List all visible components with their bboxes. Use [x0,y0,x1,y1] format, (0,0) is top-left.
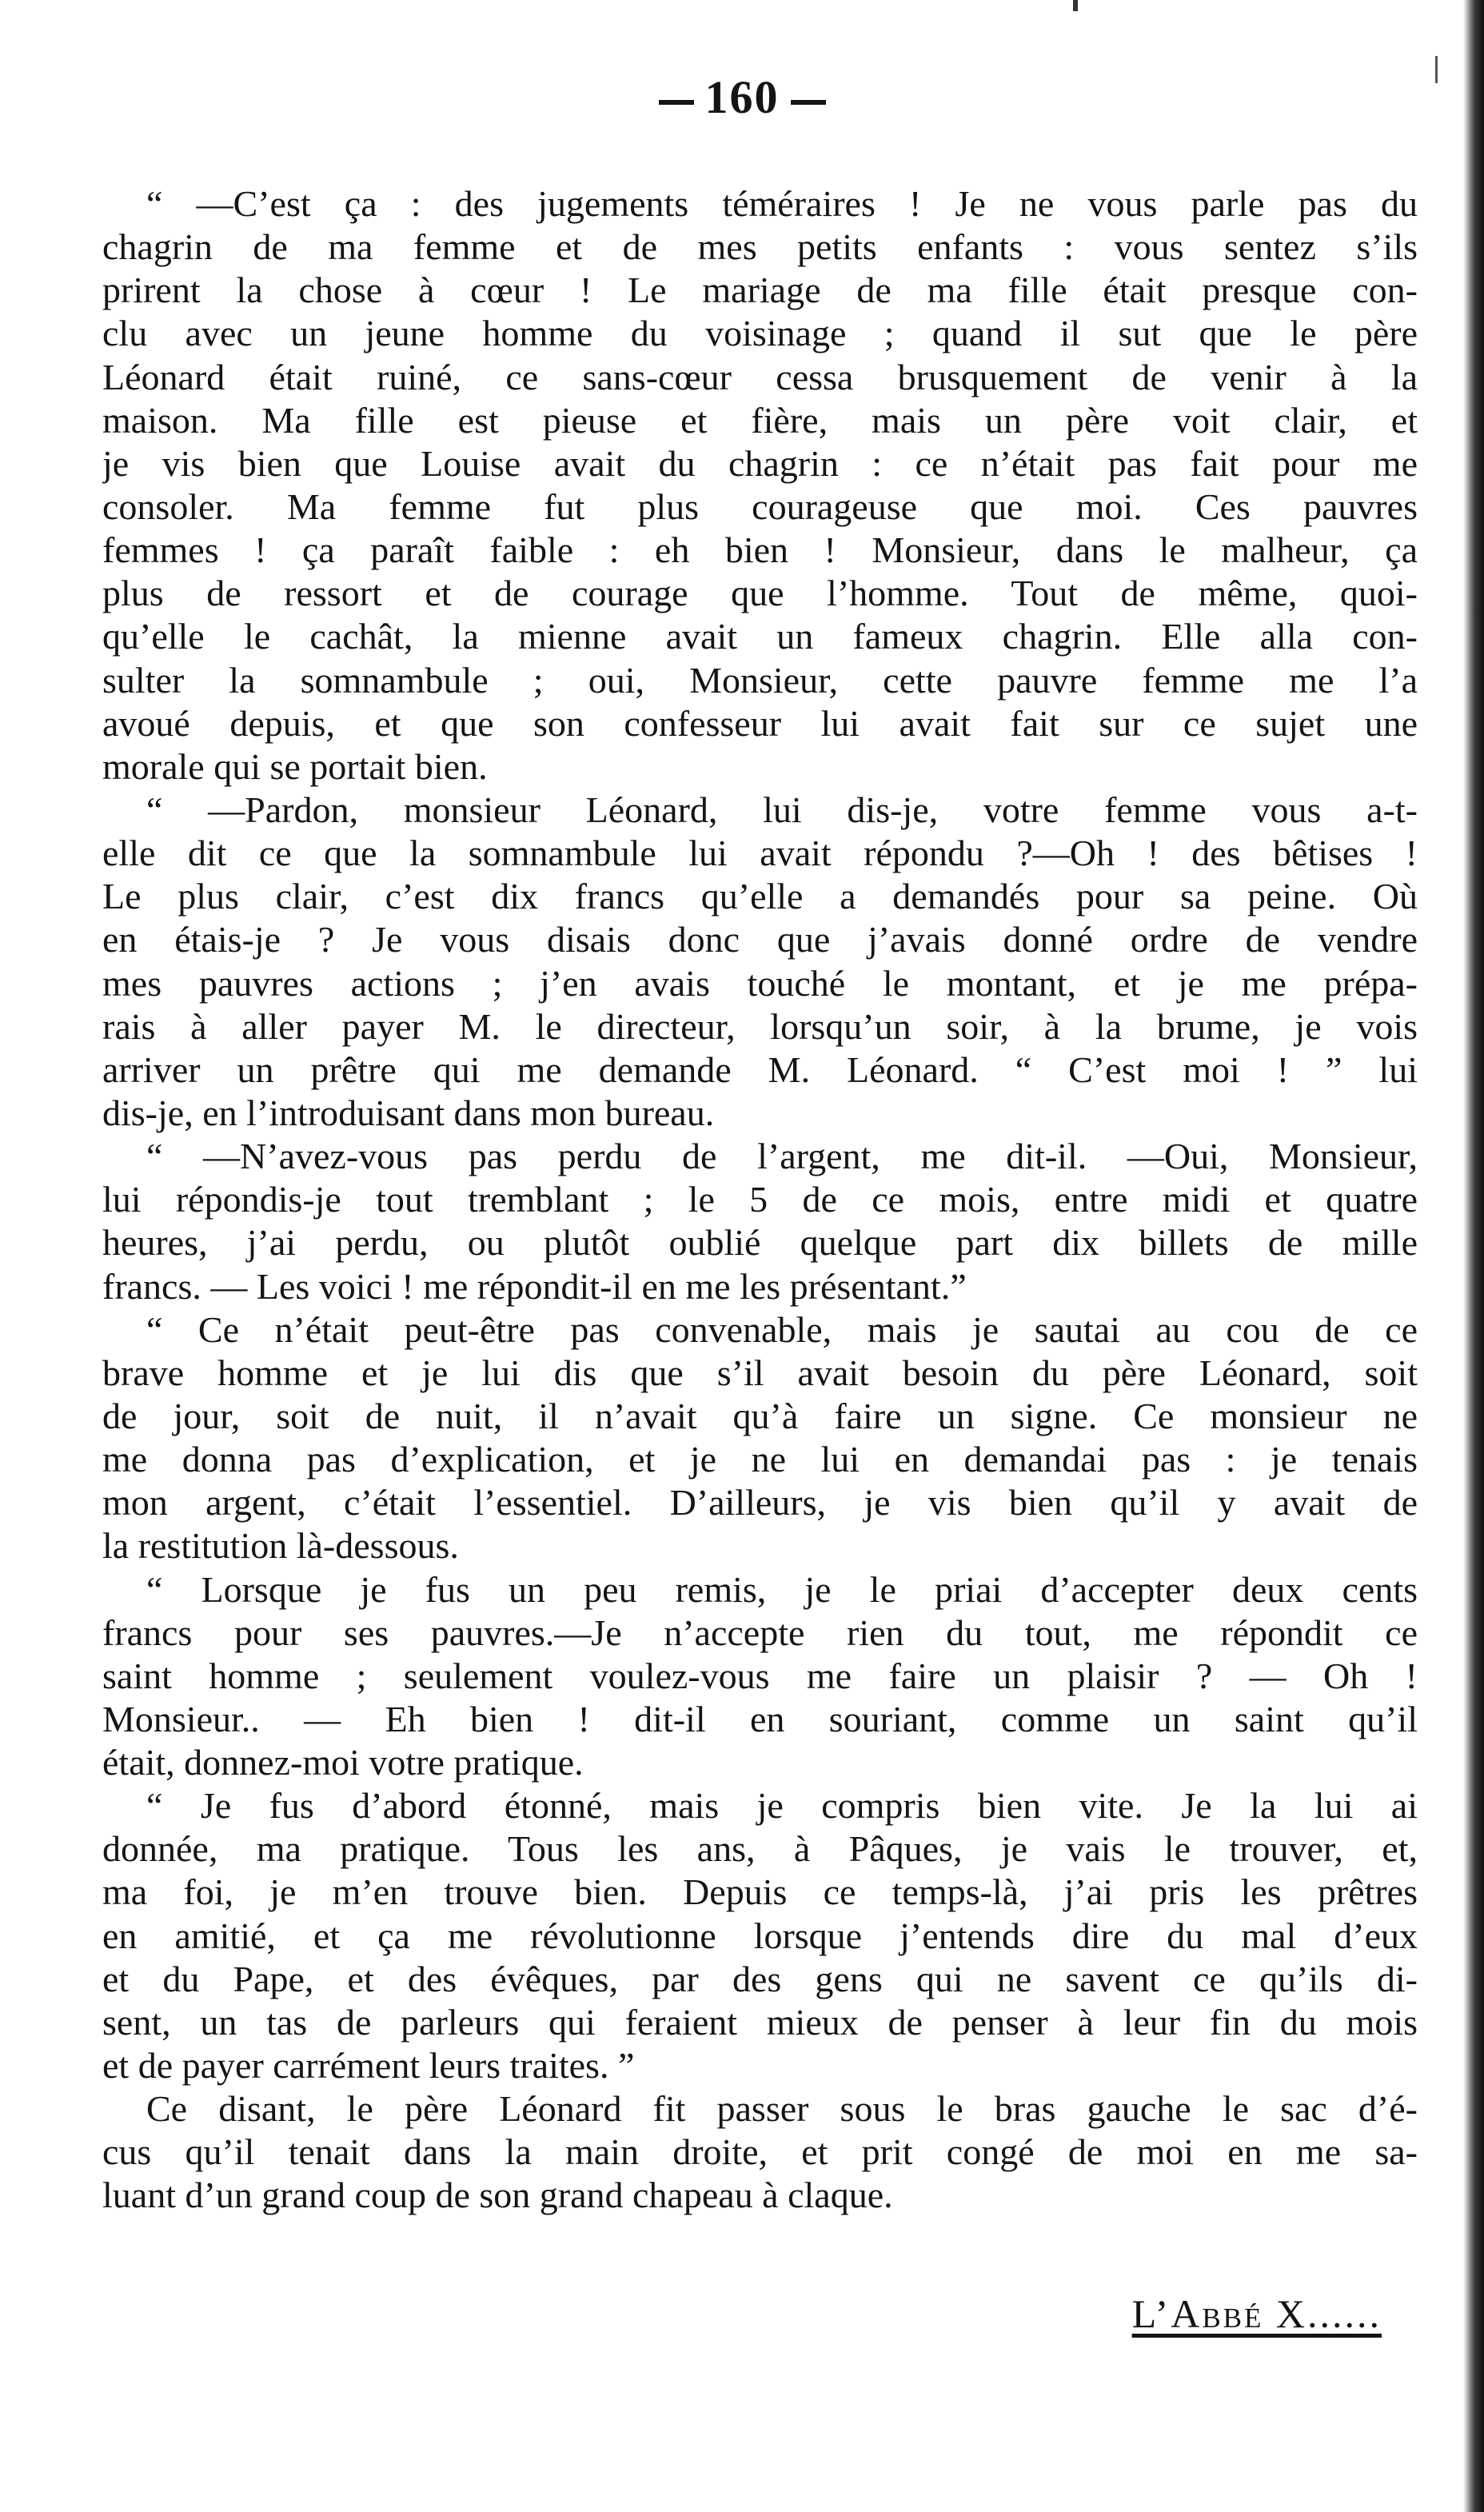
text-line: clu avec un jeune homme du voisinage ; quand il sut que le père [102,313,1418,354]
text-line: mes pauvres actions ; j’en avais touché le montant, et je me prépa- [102,962,1418,1004]
text-line: arriver un prêtre qui me demande M. Léonard. “ C’est moi ! ” lui [102,1048,1418,1090]
page-number-dash-right [791,100,826,105]
page-number: 160 [704,71,780,123]
text-line: et de payer carrément leurs traites. ” [102,2045,635,2087]
page-number-header [0,70,1484,124]
text-line: sulter la somnambule ; oui, Monsieur, cette pauvre femme me l’a [102,659,1418,701]
text-line: mon argent, c’était l’essentiel. D’ailleurs, je vis bien qu’il y avait de [102,1482,1418,1524]
text-line: lui répondis-je tout tremblant ; le 5 de ce mois, entre midi et quatre [102,1179,1418,1220]
text-line: morale qui se portait bien. [102,745,488,787]
text-line: me donna pas d’explication, et je ne lui en demandai pas : je tenais [102,1439,1418,1480]
text-line: femmes ! ça paraît faible : eh bien ! Monsieur, dans le malheur, ça [102,529,1418,571]
text-line: qu’elle le cachât, la mienne avait un fameux chagrin. Elle alla con- [102,616,1418,657]
text-line: Monsieur.. — Eh bien ! dit-il en souriant, comme un saint qu’il [102,1698,1418,1739]
text-line: de jour, soit de nuit, il n’avait qu’à faire un signe. Ce monsieur ne [102,1395,1418,1436]
text-line: chagrin de ma femme et de mes petits enfants : vous sentez s’ils [102,226,1418,268]
text-line: dis-je, en l’introduisant dans mon bureau. [102,1092,715,1133]
text-line: donnée, ma pratique. Tous les ans, à Pâques, je vais le trouver, et, [102,1828,1418,1870]
text-line: sent, un tas de parleurs qui feraient mieux de penser à leur fin du mois [102,2001,1418,2043]
scan-mark [1073,0,1078,11]
page-edge-shadow [1463,0,1484,2512]
text-line: prirent la chose à cœur ! Le mariage de ma fille était presque con- [102,270,1418,311]
text-line: brave homme et je lui dis que s’il avait besoin du père Léonard, soit [102,1352,1418,1393]
text-line: et du Pape, et des évêques, par des gens qui ne savent ce qu’ils di- [102,1958,1418,1999]
text-line: saint homme ; seulement voulez-vous me faire un plaisir ? — Oh ! [102,1655,1418,1696]
text-line: en amitié, et ça me révolutionne lorsque j’entends dire du mal d’eux [102,1915,1418,1956]
text-line: consoler. Ma femme fut plus courageuse que moi. Ces pauvres [102,485,1418,527]
text-line: plus de ressort et de courage que l’homme. Tout de même, quoi- [102,573,1418,614]
text-line: “ Lorsque je fus un peu remis, je le priai d’accepter deux cents [146,1568,1418,1610]
text-line: “ —N’avez-vous pas perdu de l’argent, me dit-il. —Oui, Monsieur, [146,1136,1418,1177]
text-line: Léonard était ruiné, ce sans-cœur cessa brusquement de venir à la [102,356,1418,397]
text-line: avoué depuis, et que son confesseur lui avait fait sur ce sujet une [102,702,1418,744]
text-line: Ce disant, le père Léonard fit passer sous le bras gauche le sac d’é- [146,2088,1418,2130]
text-line: était, donnez-moi votre pratique. [102,1742,584,1783]
text-line: francs. — Les voici ! me répondit-il en me les présentant.” [102,1265,967,1307]
text-line: luant d’un grand coup de son grand chapeau à claque. [102,2175,893,2216]
text-line: francs pour ses pauvres.—Je n’accepte rien du tout, me répondit ce [102,1611,1418,1653]
text-line: cus qu’il tenait dans la main droite, et prit congé de moi en me sa- [102,2131,1418,2173]
text-line: maison. Ma fille est pieuse et fière, mais un père voit clair, et [102,399,1418,441]
text-line: “ Ce n’était peut-être pas convenable, mais je sautai au cou de ce [146,1308,1418,1350]
text-line: “ —C’est ça : des jugements téméraires ! Je ne vous parle pas du [146,183,1418,224]
text-line: la restitution là-dessous. [102,1525,459,1567]
body-text [102,182,1418,2218]
page-number-dash-left [659,100,694,105]
text-line: rais à aller payer M. le directeur, lorsqu’un soir, à la brume, je vois [102,1005,1418,1047]
text-line: en étais-je ? Je vous disais donc que j’avais donné ordre de vendre [102,919,1418,960]
text-line: ma foi, je m’en trouve bien. Depuis ce temps-là, j’ai pris les prêtres [102,1871,1418,1913]
text-line: elle dit ce que la somnambule lui avait répondu ?—Oh ! des bêtises ! [102,833,1418,874]
text-line: je vis bien que Louise avait du chagrin : ce n’était pas fait pour me [102,442,1418,484]
text-line: “ —Pardon, monsieur Léonard, lui dis-je, votre femme vous a-t- [146,789,1418,830]
text-line: “ Je fus d’abord étonné, mais je compris bien vite. Je la lui ai [146,1785,1418,1827]
text-line: Le plus clair, c’est dix francs qu’elle a demandés pour sa peine. Où [102,876,1418,917]
author-signature: L’Abbé X...... [1131,2291,1382,2336]
text-line: heures, j’ai perdu, ou plutôt oublié quelque part dix billets de mille [102,1222,1418,1264]
